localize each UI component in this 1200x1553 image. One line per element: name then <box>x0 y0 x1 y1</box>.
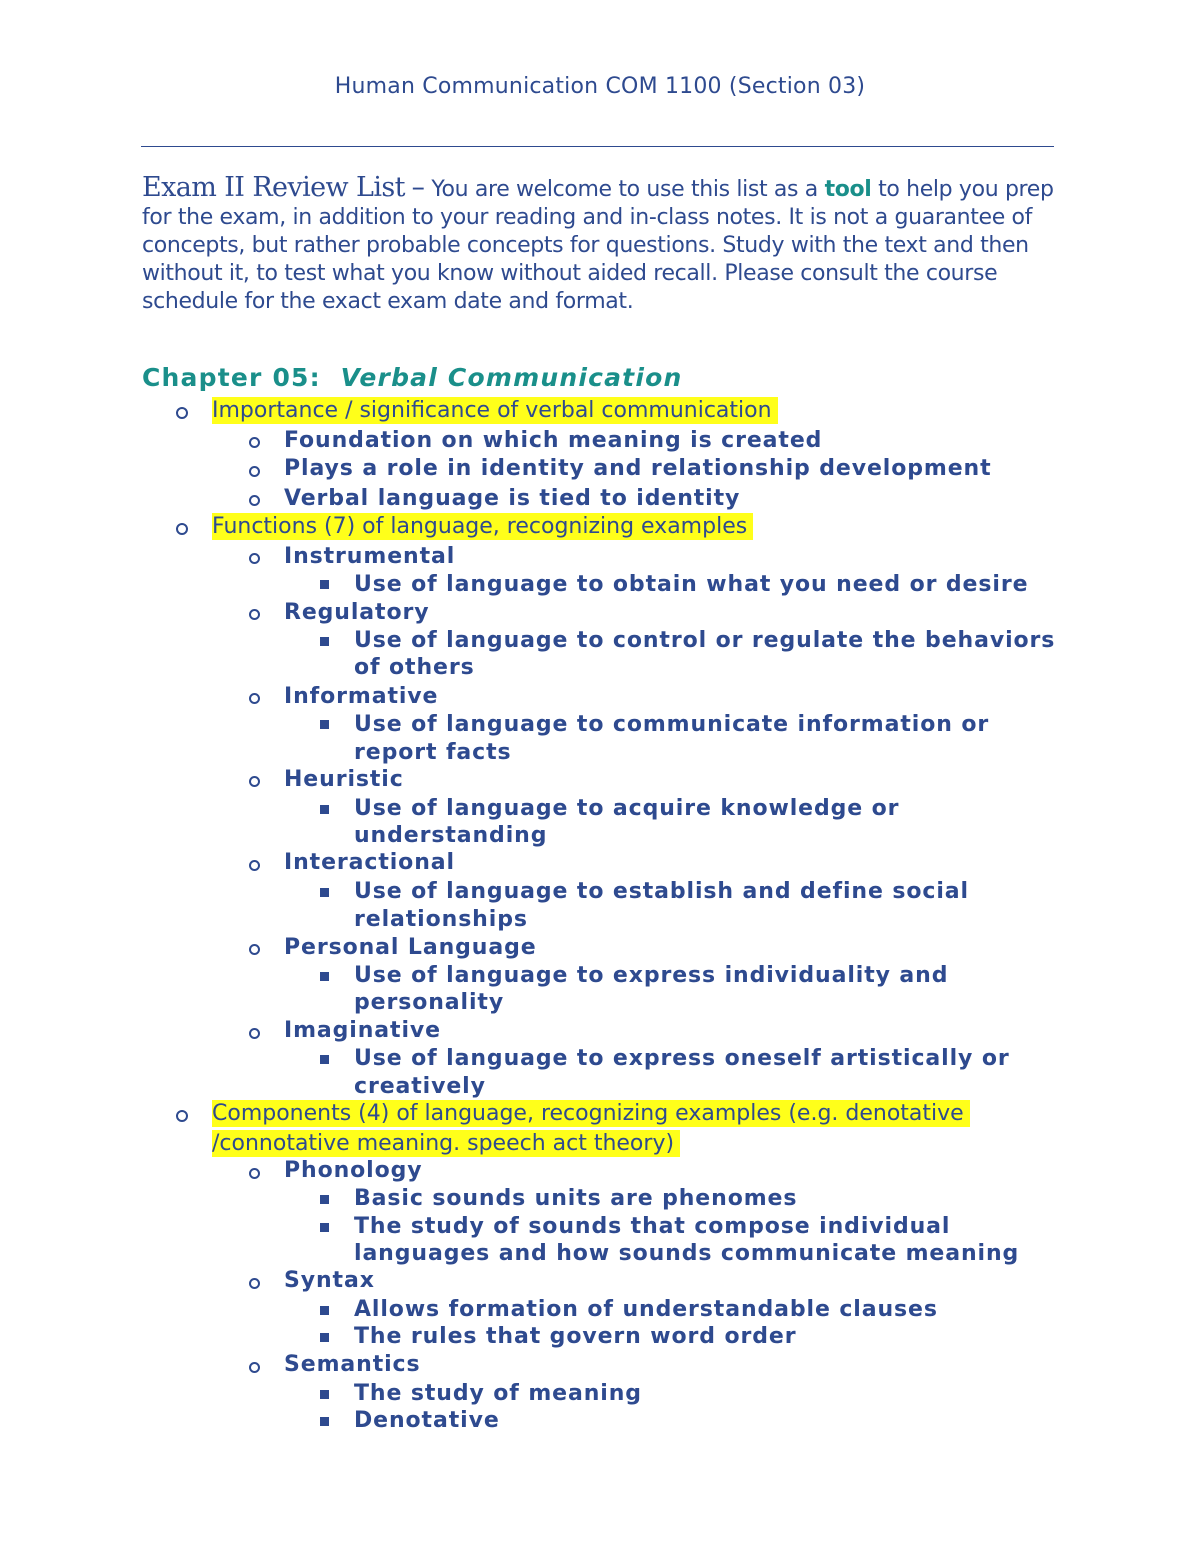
component-name: Phonology <box>284 1158 423 1183</box>
outline-item-functions <box>212 514 753 539</box>
component-detail: The rules that govern word order <box>354 1324 797 1349</box>
bullet-icon <box>249 1168 260 1179</box>
bullet-icon <box>176 407 188 419</box>
chapter-subtitle: Verbal Communication <box>340 363 683 392</box>
bullet-icon <box>320 1417 329 1426</box>
function-desc: Use of language to communicate information or <box>354 712 990 737</box>
outline-subitem: Verbal language is tied to identity <box>284 486 741 511</box>
outline-item-components <box>212 1101 970 1126</box>
bullet-icon <box>249 553 260 564</box>
bullet-icon <box>320 720 329 729</box>
chapter-heading <box>142 363 682 392</box>
function-desc-continued: of others <box>354 655 475 680</box>
function-name: Instrumental <box>284 544 456 569</box>
function-desc-continued: personality <box>354 990 505 1015</box>
bullet-icon <box>320 1195 329 1204</box>
outline-item-importance <box>212 398 778 423</box>
bullet-icon <box>249 609 260 620</box>
component-detail-continued: languages and how sounds communicate meaning <box>354 1241 1020 1266</box>
bullet-icon <box>249 1278 260 1289</box>
bullet-icon <box>320 1306 329 1315</box>
function-desc-continued: creatively <box>354 1074 486 1099</box>
component-name: Syntax <box>284 1268 375 1293</box>
bullet-icon <box>320 805 329 814</box>
component-detail: The study of meaning <box>354 1381 642 1406</box>
bullet-icon <box>249 1028 260 1039</box>
function-desc: Use of language to acquire knowledge or <box>354 796 900 821</box>
header-divider <box>141 146 1054 147</box>
chapter-label: Chapter 05: <box>142 363 321 392</box>
function-desc: Use of language to obtain what you need or desire <box>354 572 1029 597</box>
bullet-icon <box>320 637 329 646</box>
function-name: Personal Language <box>284 935 537 960</box>
component-detail: Denotative <box>354 1408 500 1433</box>
bullet-icon <box>320 1333 329 1342</box>
bullet-icon <box>249 944 260 955</box>
intro-text-before: You are welcome to use this list as a <box>431 177 825 202</box>
bullet-icon <box>320 1390 329 1399</box>
bullet-icon <box>249 437 260 448</box>
function-desc-continued: report facts <box>354 740 512 765</box>
highlighted-text: Importance / significance of verbal communication <box>212 397 778 424</box>
review-list-title: Exam II Review List <box>142 172 405 203</box>
function-desc-continued: relationships <box>354 907 528 932</box>
highlighted-text: /connotative meaning. speech act theory) <box>212 1130 680 1157</box>
function-desc: Use of language to control or regulate the behaviors <box>354 628 1056 653</box>
outline-item-components-continued <box>212 1131 680 1156</box>
bullet-icon <box>320 888 329 897</box>
bullet-icon <box>249 860 260 871</box>
function-name: Heuristic <box>284 767 404 792</box>
function-name: Interactional <box>284 850 455 875</box>
function-desc: Use of language to express oneself artistically or <box>354 1046 1010 1071</box>
function-name: Regulatory <box>284 600 430 625</box>
outline-subitem: Foundation on which meaning is created <box>284 428 823 453</box>
highlighted-text: Functions (7) of language, recognizing examples <box>212 513 753 540</box>
component-detail: The study of sounds that compose individual <box>354 1214 951 1239</box>
component-detail: Allows formation of understandable clauses <box>354 1297 938 1322</box>
bullet-icon <box>320 1223 329 1232</box>
component-name: Semantics <box>284 1352 421 1377</box>
tool-word: tool <box>824 177 872 202</box>
course-header: Human Communication COM 1100 (Section 03) <box>334 74 866 99</box>
bullet-icon <box>249 466 260 477</box>
outline-subitem: Plays a role in identity and relationship development <box>284 456 992 481</box>
function-name: Informative <box>284 684 439 709</box>
bullet-icon <box>249 1362 260 1373</box>
function-name: Imaginative <box>284 1018 441 1043</box>
bullet-icon <box>320 972 329 981</box>
bullet-icon <box>320 580 329 589</box>
bullet-icon <box>249 776 260 787</box>
bullet-icon <box>249 693 260 704</box>
function-desc: Use of language to establish and define social <box>354 879 969 904</box>
highlighted-text: Components (4) of language, recognizing examples (e.g. denotative <box>212 1100 970 1127</box>
bullet-icon <box>176 1110 188 1122</box>
bullet-icon <box>320 1055 329 1064</box>
intro-paragraph <box>142 174 1054 316</box>
function-desc-continued: understanding <box>354 823 548 848</box>
bullet-icon <box>249 495 260 506</box>
bullet-icon <box>176 523 188 535</box>
title-dash: – <box>411 172 425 203</box>
component-detail: Basic sounds units are phenomes <box>354 1186 798 1211</box>
function-desc: Use of language to express individuality and <box>354 963 949 988</box>
intro-text-after: to help you prep for the exam, in addition to your reading and in-class notes. It is not a guarantee of concepts, but rather probable concepts for questions. Study with the text and then without it, to test what you know without aided recall. Please consult the course schedule for the exact exam date and format. <box>142 177 1054 314</box>
